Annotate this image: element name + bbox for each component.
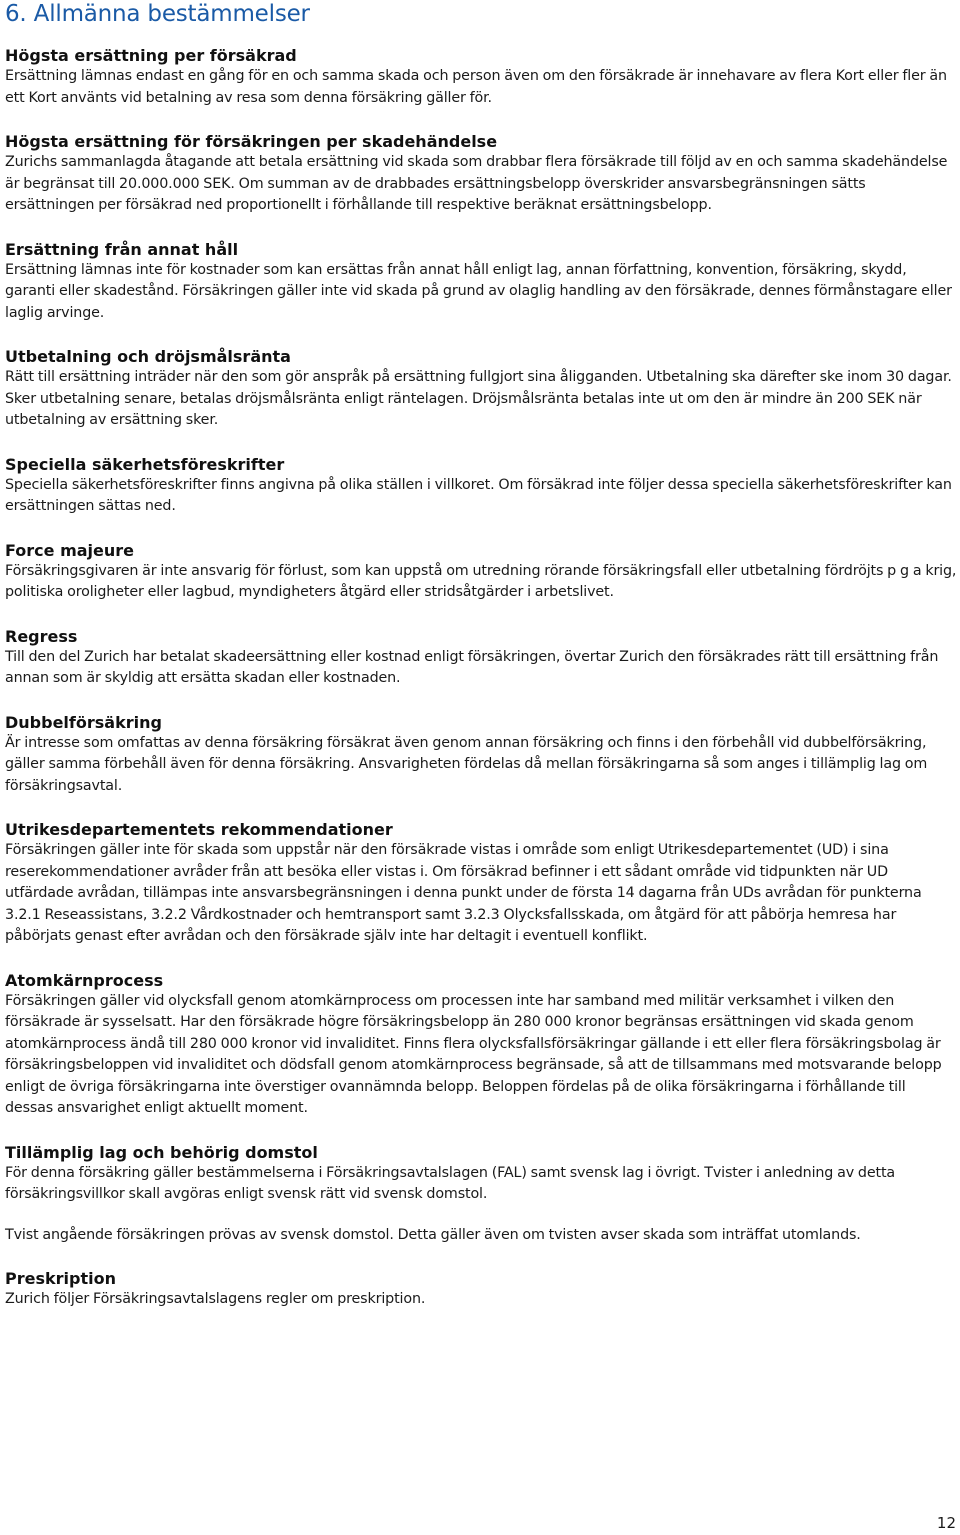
page-number: 12 [936,1514,956,1532]
section-paragraph: Till den del Zurich har betalat skadeersättning eller kostnad enligt försäkringen, övertar Zurich den försäkrades rätt till ersättning från annan som är skyldig att ersätta skadan eller kostnaden. [5,648,939,686]
section-atomkarnprocess [5,970,957,1120]
section-paragraph: Försäkringen gäller vid olycksfall genom atomkärnprocess om processen inte har samband med militär verksamhet i vilken den försäkrade är sysselsatt. Har den försäkrade högre försäkringsbelopp än 280 000 kronor begränsas ersättningen vid skada genom atomkärnprocess ändå till 280 000 kronor vid invaliditet. Finns flera olycksfallsförsäkringar gällande i ett eller flera försäkringsbolag är försäkringsbeloppen vid invaliditet och dödsfall genom atomkärnprocess begränsade, så att de tillsammans med motsvarande belopp enligt de övriga försäkringarna inte överstiger ovannämnda belopp. Beloppen fördelas på de olika försäkringarna i förhållande till dessas ansvarighet enligt aktuellt moment. [5,992,942,1116]
section-paragraph: För denna försäkring gäller bestämmelserna i Försäkringsavtalslagen (FAL) samt svensk lag i övrigt. Tvister i anledning av detta försäkringsvillkor skall avgöras enligt svensk rätt vid svensk domstol. [5,1164,896,1202]
section-dubbelforsakring [5,712,957,798]
section-paragraph: Zurichs sammanlagda åtagande att betala ersättning vid skada som drabbar flera försäkrade till följd av en och samma skadehändelse är begränsat till 20.000.000 SEK. Om summan av de drabbades ersättningsbelopp överskrider ansvarsbegränsningen sätts ersättningen per försäkrad ned proportionellt i förhållande till respektive beräknat ersättningsbelopp. [5,154,948,213]
document-page [5,0,957,1311]
section-utbetalning-och-drojsmalsranta [5,346,957,432]
section-preskription [5,1268,957,1311]
section-heading: Preskription [5,1269,116,1288]
section-heading: Force majeure [5,540,135,560]
section-heading: Högsta ersättning per försäkrad [5,46,297,65]
section-ersattning-fran-annat-hall [5,239,957,325]
section-heading: Dubbelförsäkring [5,712,162,732]
section-hogsta-ersattning-per-forsakrad [5,45,957,109]
section-paragraph: Tvist angående försäkringen prövas av svensk domstol. Detta gäller även om tvisten avser skada som inträffat utomlands. [5,1226,861,1243]
section-paragraph: Ersättning lämnas inte för kostnader som kan ersättas från annat håll enligt lag, annan författning, konvention, försäkring, skydd, garanti eller skadestånd. Försäkringen gäller inte vid skada på grund av olaglig handling av den försäkrade, dennes förmånstagare eller laglig arvinge. [5,261,952,321]
section-utrikesdepartementets-rekommendationer [5,819,957,948]
section-tillamplig-lag-och-behorig-domstol [5,1142,957,1247]
section-heading: Atomkärnprocess [5,970,164,990]
section-paragraph: Försäkringsgivaren är inte ansvarig för förlust, som kan uppstå om utredning rörande försäkringsfall eller utbetalning fördröjts p g a krig, politiska oroligheter eller lagbud, myndigheters åtgärd eller stridsåtgärder i arbetslivet. [5,562,957,600]
section-paragraph: Speciella säkerhetsföreskrifter finns angivna på olika ställen i villkoret. Om försäkrad inte följer dessa speciella säkerhetsföreskrifter kan ersättningen sättas ned. [5,476,952,514]
chapter-title: 6. Allmänna bestämmelser [5,1,310,27]
section-paragraph: Zurich följer Försäkringsavtalslagens regler om preskription. [5,1291,426,1307]
section-force-majeure [5,540,957,604]
section-paragraph: Försäkringen gäller inte för skada som uppstår när den försäkrade vistas i område som enligt Utrikesdepartementet (UD) i sina reserekommendationer avråder från att besöka eller vistas i. Om försäkrad befinner i ett sådant område vid tidpunkten när UD utfärdade avrådan, tillämpas inte ansvarsbegränsningen i denna punkt under de första 14 dagarna från UDs avrådan för punkterna 3.2.1 Reseassistans, 3.2.2 Vårdkostnader och hemtransport samt 3.2.3 Olycksfallsskada, om åtgärd för att påbörja hemresa har påbörjats genast efter avrådan och den försäkrade själv inte har deltagit i eventuell konflikt. [5,842,922,944]
section-heading: Tillämplig lag och behörig domstol [5,1142,318,1162]
section-paragraph: Är intresse som omfattas av denna försäkring försäkrat även genom annan försäkring och finns i den förbehåll vid dubbelförsäkring, gäller samma förbehåll även för denna försäkring. Ansvarigheten fördelas då mellan försäkringarna så som anges i tillämplig lag om försäkringsavtal. [5,734,928,794]
section-hogsta-ersattning-per-skadehandelse [5,131,957,217]
section-speciella-sakerhetsforeskrifter [5,454,957,518]
section-heading: Regress [5,626,78,646]
section-paragraph: Rätt till ersättning inträder när den som gör anspråk på ersättning fullgjort sina åligganden. Utbetalning ska därefter ske inom 30 dagar. Sker utbetalning senare, betalas dröjsmålsränta enligt räntelagen. Dröjsmålsränta betalas inte ut om den är mindre än 200 SEK när utbetalning av ersättning sker. [5,369,952,428]
section-paragraph: Ersättning lämnas endast en gång för en och samma skada och person även om den försäkrade är innehavare av flera Kort eller fler än ett Kort använts vid betalning av resa som denna försäkring gäller för. [5,68,947,106]
section-heading: Speciella säkerhetsföreskrifter [5,454,285,474]
section-heading: Utrikesdepartementets rekommendationer [5,820,393,839]
section-heading: Ersättning från annat håll [5,239,239,259]
section-regress [5,626,957,690]
section-heading: Utbetalning och dröjsmålsränta [5,347,291,366]
section-heading: Högsta ersättning för försäkringen per skadehändelse [5,132,498,151]
